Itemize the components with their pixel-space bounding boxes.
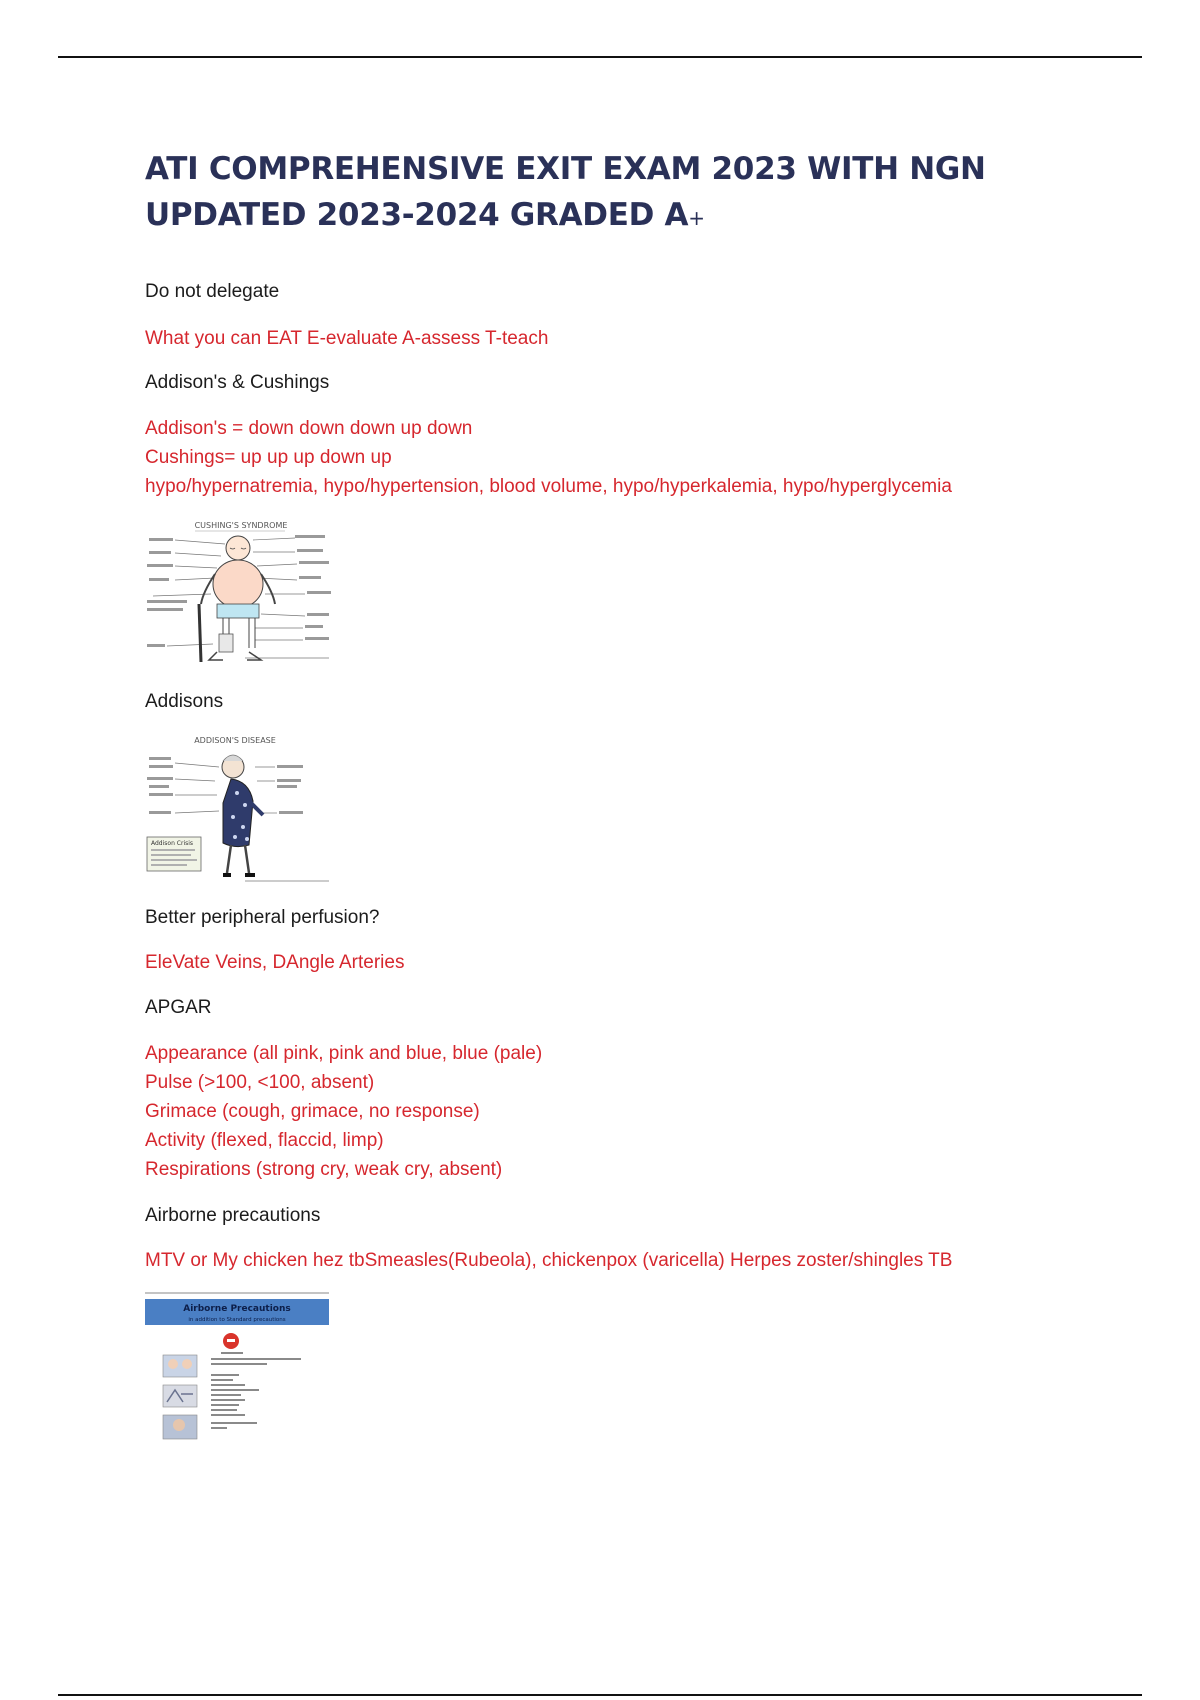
question-peripheral-perfusion: Better peripheral perfusion? [145, 907, 380, 928]
addisons-box-label: Addison Crisis [151, 840, 194, 847]
question-airborne-precautions: Airborne precautions [145, 1205, 321, 1226]
airborne-poster-subtitle: in addition to Standard precautions [188, 1317, 286, 1323]
mask-wearer-photo [163, 1355, 197, 1377]
apgar-grimace: Grimace (cough, grimace, no response) [145, 1101, 480, 1122]
cushings-syndrome-figure [145, 518, 335, 670]
title-line-2: UPDATED 2023-2024 GRADED A [145, 197, 689, 233]
question-addisons: Addisons [145, 691, 224, 712]
answer-eat: What you can EAT E-evaluate A-assess T-teach [145, 328, 549, 349]
top-rule [58, 56, 1142, 58]
question-apgar: APGAR [145, 997, 212, 1018]
answer-addisons-pattern: Addison's = down down down up down [145, 418, 473, 439]
addisons-disease-figure [145, 733, 335, 885]
apgar-pulse: Pulse (>100, <100, absent) [145, 1072, 375, 1093]
answer-parameters: hypo/hypernatremia, hypo/hypertension, blood volume, hypo/hyperkalemia, hypo/hyperglycemia [145, 476, 952, 497]
question-addisons-cushings: Addison's & Cushings [145, 372, 330, 393]
title-line-1: ATI COMPREHENSIVE EXIT EXAM 2023 WITH NGN [145, 151, 986, 187]
isolation-room-photo [163, 1385, 197, 1407]
answer-veins-arteries: EleVate Veins, DAngle Arteries [145, 952, 405, 973]
document-title [145, 146, 1105, 241]
bottom-rule [58, 1694, 1142, 1696]
apgar-respirations: Respirations (strong cry, weak cry, absent) [145, 1159, 503, 1180]
question-do-not-delegate: Do not delegate [145, 281, 280, 302]
cushings-figure-caption: CUSHING'S SYNDROME [194, 521, 288, 530]
apgar-appearance: Appearance (all pink, pink and blue, blue (pale) [145, 1043, 543, 1064]
answer-airborne-diseases: MTV or My chicken hez tbSmeasles(Rubeola), chickenpox (varicella) Herpes zoster/shingles TB [145, 1250, 953, 1271]
title-suffix: + [688, 206, 705, 230]
airborne-precautions-figure [145, 1292, 329, 1444]
addisons-figure-caption: ADDISON'S DISEASE [194, 736, 276, 745]
apgar-activity: Activity (flexed, flaccid, limp) [145, 1130, 384, 1151]
airborne-poster-title: Airborne Precautions [183, 1304, 291, 1314]
answer-cushings-pattern: Cushings= up up up down up [145, 447, 392, 468]
